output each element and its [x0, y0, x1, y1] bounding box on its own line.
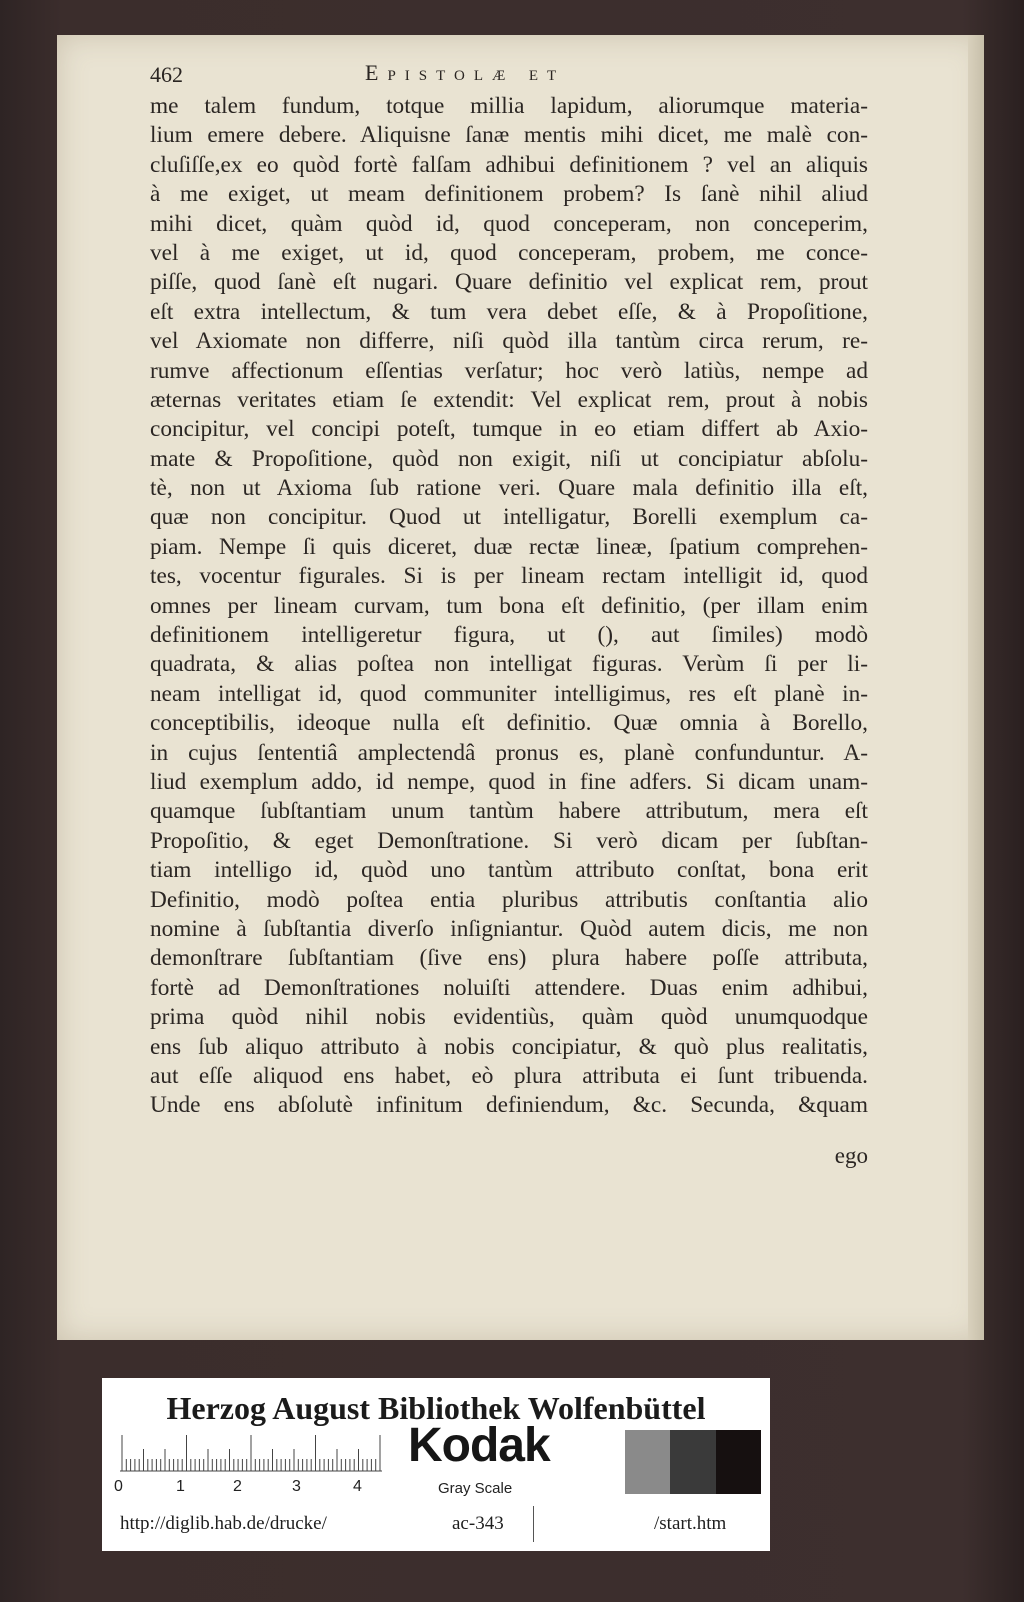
text-line: vel à me exiget, ut id, quod conceperam, probem, me conce-	[150, 239, 868, 266]
text-line: eſt extra intellectum, & tum vera debet eſſe, & à Propoſitione,	[150, 298, 868, 325]
ruler-number: 0	[114, 1478, 123, 1495]
text-line: quamque ſubſtantiam unum tantùm habere attributum, mera eſt	[150, 798, 868, 825]
gray-scale-patches	[579, 1430, 761, 1494]
running-head: Epistolæ et	[365, 60, 566, 85]
text-line: conceptibilis, ideoque nulla eſt definitio. Quæ omnia à Borello,	[150, 710, 868, 737]
text-line: quæ non concipitur. Quod ut intelligatur, Borelli exemplum ca-	[150, 504, 868, 531]
page-number: 462	[150, 62, 183, 87]
gray-scale-label: Gray Scale	[438, 1480, 513, 1497]
text-line: in cujus ſententiâ amplectendâ pronus es, planè confunduntur. A-	[150, 739, 868, 766]
ruler-number: 4	[353, 1478, 362, 1495]
text-line: Definitio, modò poſtea entia pluribus attributis conſtantia alio	[150, 886, 868, 913]
text-line: concipitur, vel concipi poteſt, tumque in eo etiam differt ab Axio-	[150, 416, 868, 443]
gray-patch	[625, 1430, 671, 1494]
text-line: fortè ad Demonſtrationes noluiſti attendere. Duas enim adhibui,	[150, 974, 868, 1001]
library-name: Herzog August Bibliothek Wolfenbüttel	[166, 1390, 706, 1426]
text-line: Unde ens abſolutè infinitum definiendum, &c. Secunda, &quam	[150, 1092, 868, 1119]
text-line: liud exemplum addo, id nempe, quod in fine adfers. Si dicam unam-	[150, 768, 868, 795]
gray-patch	[716, 1430, 762, 1494]
text-line: prima quòd nihil nobis evidentiùs, quàm quòd unumquodque	[150, 1004, 868, 1031]
catchword: ego	[834, 1143, 868, 1168]
text-line: piam. Nempe ſi quis diceret, duæ rectæ lineæ, ſpatium comprehen-	[150, 533, 868, 560]
text-line: quadrata, & alias poſtea non intelligat figuras. Verùm ſi per li-	[150, 651, 868, 678]
shelfmark: ac-343	[452, 1513, 504, 1534]
text-line: lium emere debere. Aliquisne ſanæ mentis mihi dicet, me malè con-	[150, 122, 868, 149]
text-line: tes, vocentur figurales. Si is per lineam rectam intelligit id, quod	[150, 563, 868, 590]
url-start[interactable]: /start.htm	[654, 1513, 727, 1534]
text-line: omnes per lineam curvam, tum bona eſt definitio, (per illam enim	[150, 592, 868, 619]
text-line: tè, non ut Axioma ſub ratione veri. Quare mala definitio illa eſt,	[150, 475, 868, 502]
library-color-card	[102, 1378, 770, 1551]
ruler-number: 3	[292, 1478, 301, 1495]
ruler-number: 1	[176, 1478, 185, 1495]
text-line: piſſe, quod ſanè eſt nugari. Quare definitio vel explicat rem, prout	[150, 269, 868, 296]
text-line: tiam intelligo id, quòd uno tantùm attributo conſtat, bona erit	[150, 857, 868, 884]
page-header	[150, 60, 870, 90]
url-base[interactable]: http://diglib.hab.de/drucke/	[120, 1513, 327, 1534]
text-line: aut eſſe aliquod ens habet, eò plura attributa ei ſunt tribuenda.	[150, 1062, 868, 1089]
text-line: æternas veritates etiam ſe extendit: Vel explicat rem, prout à nobis	[150, 386, 868, 413]
text-line: nomine à ſubſtantia diverſo inſigniantur. Quòd autem dicis, me non	[150, 915, 868, 942]
divider	[533, 1506, 534, 1542]
ruler-numbers	[114, 1478, 384, 1498]
body-text	[150, 92, 868, 1121]
text-line: mate & Propoſitione, quòd non exigit, niſi ut concipiatur abſolu-	[150, 445, 868, 472]
text-line: rumve affectionum eſſentias verſatur; hoc verò latiùs, nempe ad	[150, 357, 868, 384]
text-line: me talem fundum, totque millia lapidum, aliorumque materia-	[150, 93, 868, 119]
text-line: cluſiſſe,ex eo quòd fortè falſam adhibui definitionem ? vel an aliquis	[150, 151, 868, 178]
text-line: vel Axiomate non differre, niſi quòd illa tantùm circa rerum, re-	[150, 328, 868, 355]
text-line: Propoſitio, & eget Demonſtratione. Si verò dicam per ſubſtan-	[150, 827, 868, 854]
page-edge	[968, 35, 984, 1340]
text-line: definitionem intelligeretur figura, ut (), aut ſimiles) modò	[150, 622, 868, 649]
text-line: à me exiget, ut meam definitionem probem? Is ſanè nihil aliud	[150, 181, 868, 208]
kodak-logo: Kodak	[408, 1419, 550, 1472]
gray-patch	[579, 1430, 625, 1494]
text-line: mihi dicet, quàm quòd id, quod conceperam, non conceperim,	[150, 210, 868, 237]
text-line: ens ſub aliquo attributo à nobis concipiatur, & quò plus realitatis,	[150, 1033, 868, 1060]
ruler-scale	[120, 1434, 382, 1472]
gray-patch	[670, 1430, 716, 1494]
text-line: demonſtrare ſubſtantiam (ſive ens) plura habere poſſe attributa,	[150, 945, 868, 972]
ruler-number: 2	[233, 1478, 242, 1495]
text-line: neam intelligat id, quod communiter intelligimus, res eſt planè in-	[150, 680, 868, 707]
